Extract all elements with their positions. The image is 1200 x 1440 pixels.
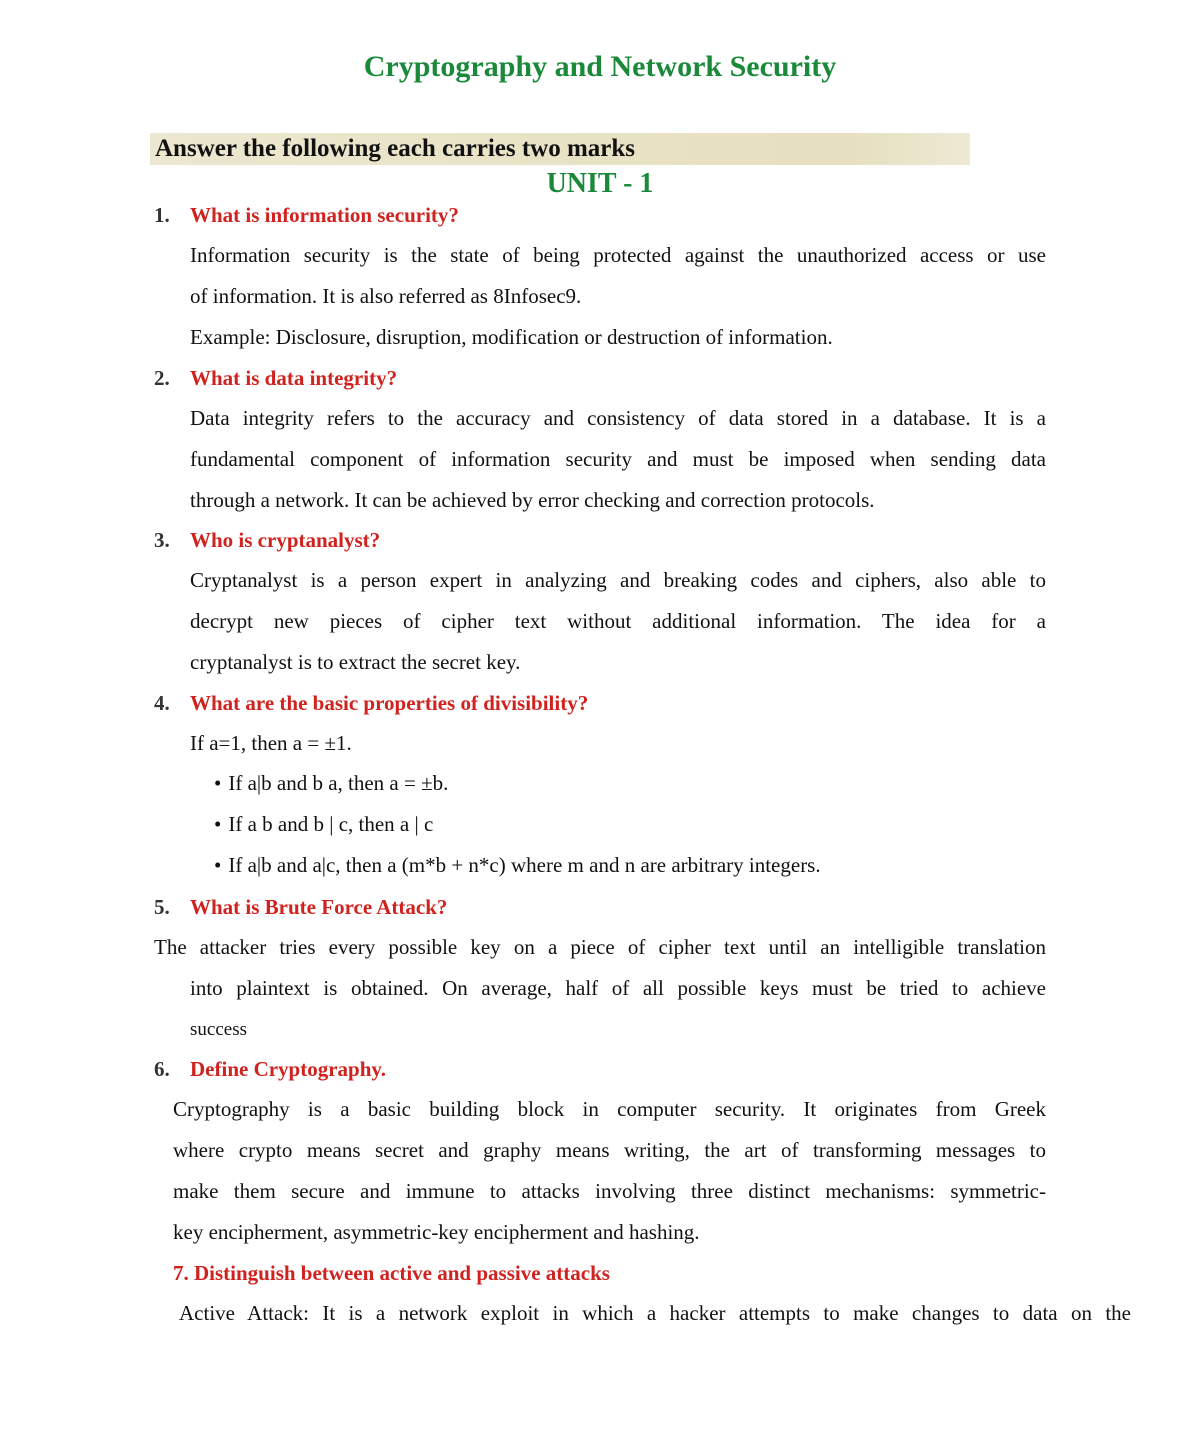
unit-heading: UNIT - 1 (546, 168, 654, 199)
question-4 (154, 691, 588, 716)
question-1 (154, 203, 459, 228)
answer-5-rest (190, 968, 1046, 1050)
instruction-text: Answer the following each carries two marks (155, 135, 636, 162)
answer-line: cryptanalyst is to extract the secret key. (190, 650, 521, 674)
answer-line: through a network. It can be achieved by error checking and correction protocols. (190, 488, 875, 512)
answer-line: Cryptography is a basic building block in computer security. It originates from Greek (173, 1097, 1046, 1121)
bullet-item: • If a b and b | c, then a | c (214, 812, 433, 837)
answer-4-intro (190, 723, 1046, 764)
question-text: What is Brute Force Attack? (190, 895, 448, 919)
question-number: 2. (154, 366, 170, 390)
question-number: 5. (154, 895, 170, 919)
question-text: Who is cryptanalyst? (190, 528, 381, 552)
answer-line: Information security is the state of being protected against the unauthorized access or use (190, 243, 1046, 267)
answer-6 (173, 1089, 1046, 1253)
question-text: What is information security? (190, 203, 459, 227)
answer-3 (190, 560, 1046, 683)
question-number: 1. (154, 203, 170, 227)
question-text: What are the basic properties of divisibility? (190, 691, 589, 715)
answer-line: of information. It is also referred as 8Infosec9. (190, 284, 582, 308)
question-number: 6. (154, 1057, 170, 1081)
answer-line: Cryptanalyst is a person expert in analyzing and breaking codes and ciphers, also able to (190, 568, 1046, 592)
answer-line: The attacker tries every possible key on a piece of cipher text until an intelligible translation (154, 935, 1046, 959)
answer-line: success (190, 1019, 247, 1040)
document-title: Cryptography and Network Security (363, 50, 837, 83)
answer-7 (179, 1293, 1131, 1334)
question-5 (154, 895, 447, 920)
instruction-banner (150, 133, 970, 165)
bullet-item: • If a|b and b a, then a = ±b. (214, 771, 448, 796)
answer-line: fundamental component of information security and must be imposed when sending data (190, 447, 1046, 471)
answer-2 (190, 398, 1046, 521)
question-number: 3. (154, 528, 170, 552)
answer-line: where crypto means secret and graphy means writing, the art of transforming messages to (173, 1138, 1046, 1162)
bullet-item: • If a|b and a|c, then a (m*b + n*c) where m and n are arbitrary integers. (214, 853, 821, 878)
answer-line: decrypt new pieces of cipher text without additional information. The idea for a (190, 609, 1046, 633)
answer-line: Example: Disclosure, disruption, modification or destruction of information. (190, 325, 833, 349)
answer-line: If a=1, then a = ±1. (190, 731, 352, 755)
answer-line: into plaintext is obtained. On average, half of all possible keys must be tried to achieve (190, 976, 1046, 1000)
question-number: 4. (154, 691, 170, 715)
answer-1 (190, 235, 1046, 358)
answer-line: key encipherment, asymmetric-key encipherment and hashing. (173, 1220, 700, 1244)
question-text: Define Cryptography. (190, 1057, 386, 1081)
question-2 (154, 366, 397, 391)
question-7: 7. Distinguish between active and passive attacks (173, 1261, 610, 1285)
answer-line: Active Attack: It is a network exploit in which a hacker attempts to make changes to data on the (179, 1301, 1131, 1325)
question-3 (154, 528, 380, 553)
question-text: What is data integrity? (190, 366, 398, 390)
answer-5-first (154, 927, 1046, 968)
answer-line: make them secure and immune to attacks involving three distinct mechanisms: symmetric- (173, 1179, 1046, 1203)
question-6 (154, 1057, 386, 1082)
answer-line: Data integrity refers to the accuracy and consistency of data stored in a database. It is a (190, 406, 1046, 430)
